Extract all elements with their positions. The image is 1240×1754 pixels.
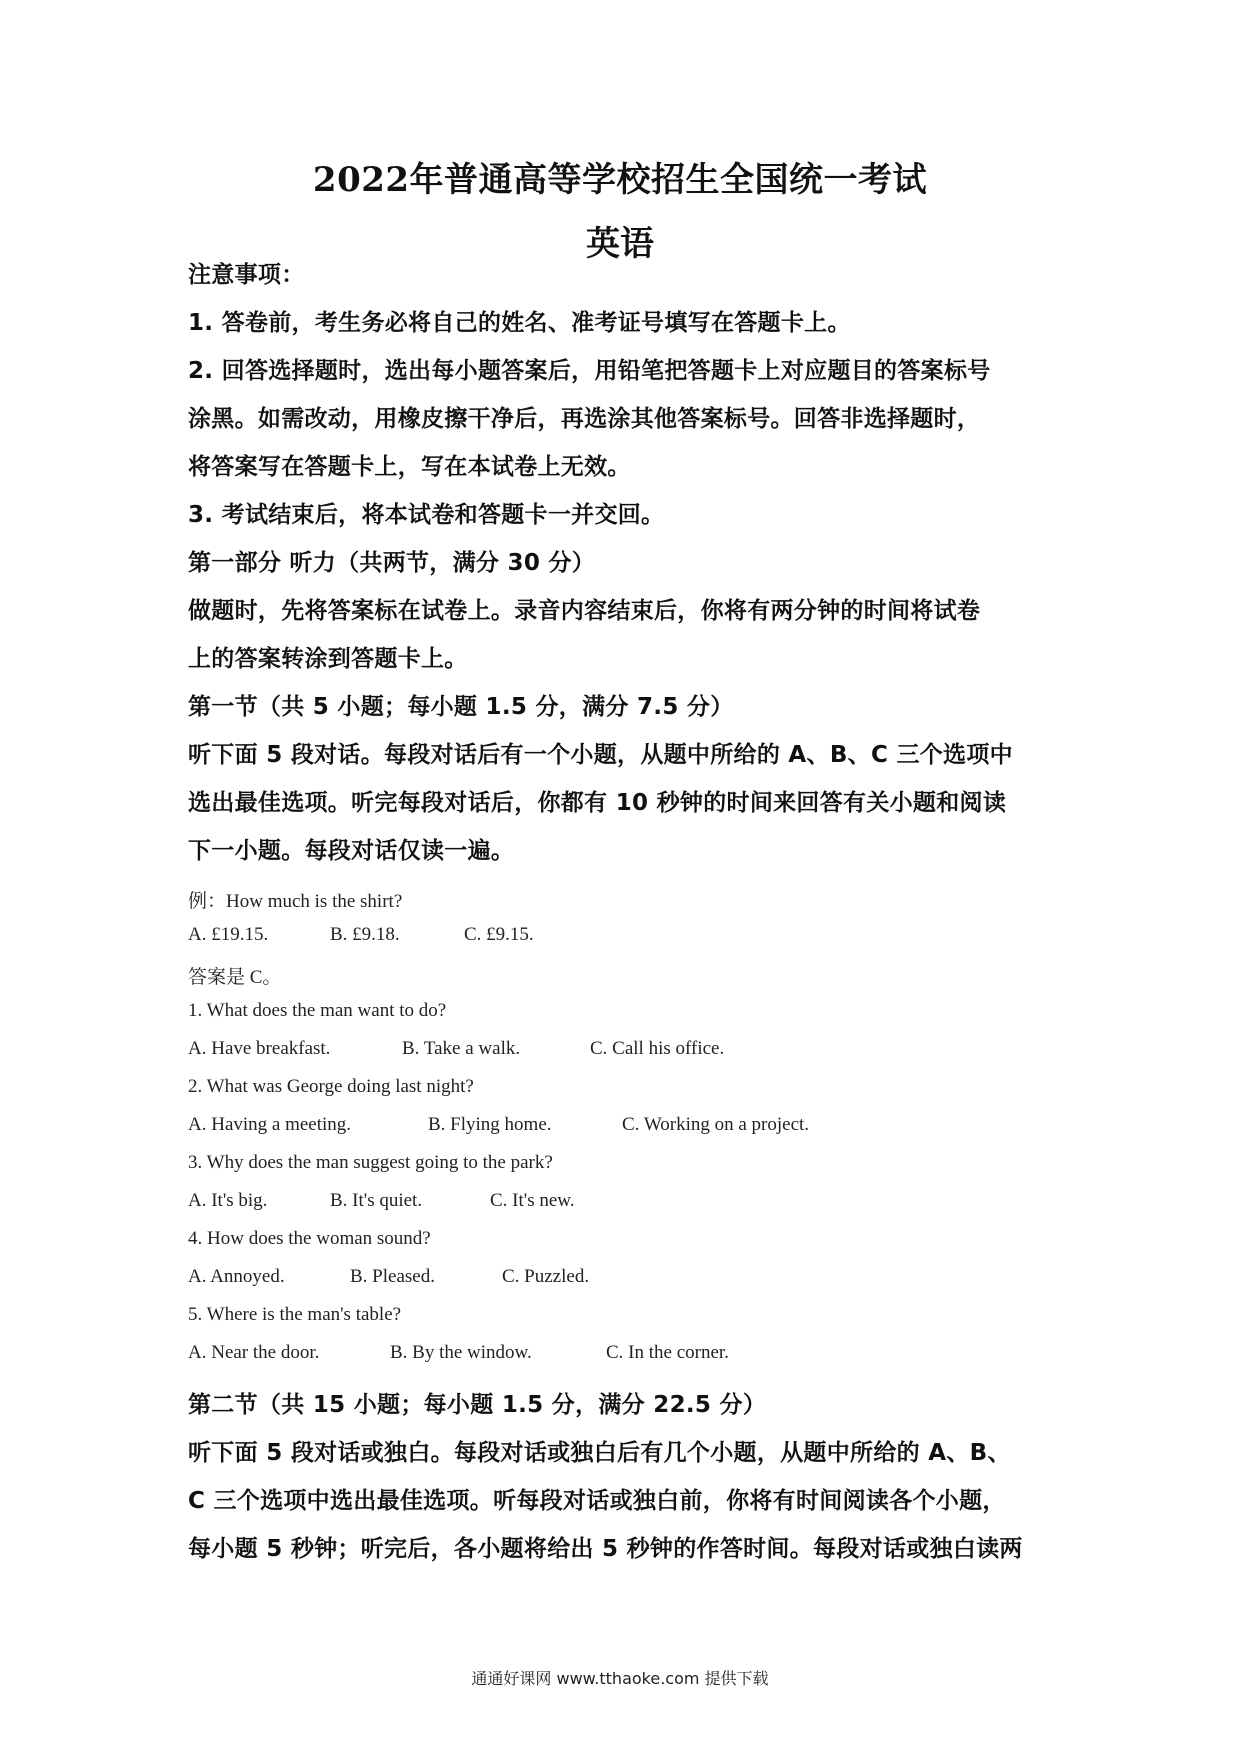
section2-instructions-line-3: 每小题 5 秒钟；听完后，各小题将给出 5 秒钟的作答时间。每段对话或独白读两 xyxy=(188,1536,1023,1562)
question-3-option-a: A. It's big. xyxy=(188,1190,268,1211)
question-1: 1. What does the man want to do? xyxy=(188,1000,447,1021)
note-item-2-line-2: 涂黑。如需改动，用橡皮擦干净后，再选涂其他答案标号。回答非选择题时， xyxy=(188,406,981,432)
question-3-option-c: C. It's new. xyxy=(490,1190,575,1211)
section2-heading: 第二节（共 15 小题；每小题 1.5 分，满分 22.5 分） xyxy=(188,1392,767,1418)
section2-instructions-line-1: 听下面 5 段对话或独白。每段对话或独白后有几个小题，从题中所给的 A、B、 xyxy=(188,1440,1011,1466)
section1-instructions-line-2: 选出最佳选项。听完每段对话后，你都有 10 秒钟的时间来回答有关小题和阅读 xyxy=(188,790,1007,816)
question-2-option-b: B. Flying home. xyxy=(428,1114,552,1135)
question-3-option-b: B. It's quiet. xyxy=(330,1190,423,1211)
section1-instructions-line-3: 下一小题。每段对话仅读一遍。 xyxy=(188,838,515,864)
question-5-option-a: A. Near the door. xyxy=(188,1342,320,1363)
section1-instructions-line-1: 听下面 5 段对话。每段对话后有一个小题，从题中所给的 A、B、C 三个选项中 xyxy=(188,742,1013,768)
subject-title: 英语 xyxy=(586,224,654,264)
note-item-2-line-3: 将答案写在答题卡上，写在本试卷上无效。 xyxy=(188,454,631,480)
question-2-option-c: C. Working on a project. xyxy=(622,1114,810,1135)
question-5-option-b: B. By the window. xyxy=(390,1342,532,1363)
note-item-1: 1. 答卷前，考生务必将自己的姓名、准考证号填写在答题卡上。 xyxy=(188,310,851,336)
question-4-option-c: C. Puzzled. xyxy=(502,1266,590,1287)
page-footer: 通通好课网 www.tthaoke.com 提供下载 xyxy=(471,1669,769,1688)
example-option-b: B. £9.18. xyxy=(330,924,400,945)
question-5-option-c: C. In the corner. xyxy=(606,1342,729,1363)
question-1-option-c: C. Call his office. xyxy=(590,1038,725,1059)
question-5: 5. Where is the man's table? xyxy=(188,1304,402,1325)
example-question: 例：How much is the shirt? xyxy=(188,891,403,912)
section2-instructions-line-2: C 三个选项中选出最佳选项。听每段对话或独白前，你将有时间阅读各个小题， xyxy=(188,1488,1006,1514)
notes-heading: 注意事项： xyxy=(188,262,305,288)
part1-heading: 第一部分 听力（共两节，满分 30 分） xyxy=(188,550,596,576)
note-item-2-line-1: 2. 回答选择题时，选出每小题答案后，用铅笔把答题卡上对应题目的答案标号 xyxy=(188,358,991,384)
question-4-option-a: A. Annoyed. xyxy=(188,1266,285,1287)
part1-instructions-line-2: 上的答案转涂到答题卡上。 xyxy=(188,646,468,672)
question-1-option-a: A. Have breakfast. xyxy=(188,1038,331,1059)
question-1-option-b: B. Take a walk. xyxy=(402,1038,521,1059)
question-4: 4. How does the woman sound? xyxy=(188,1228,431,1249)
example-answer: 答案是 C。 xyxy=(188,967,282,988)
example-option-a: A. £19.15. xyxy=(188,924,269,945)
question-4-option-b: B. Pleased. xyxy=(350,1266,435,1287)
example-option-c: C. £9.15. xyxy=(464,924,534,945)
note-item-3: 3. 考试结束后，将本试卷和答题卡一并交回。 xyxy=(188,502,665,528)
part1-instructions-line-1: 做题时，先将答案标在试卷上。录音内容结束后，你将有两分钟的时间将试卷 xyxy=(188,598,981,624)
exam-title: 2022年普通高等学校招生全国统一考试 xyxy=(312,160,928,200)
question-3: 3. Why does the man suggest going to the park? xyxy=(188,1152,553,1173)
question-2-option-a: A. Having a meeting. xyxy=(188,1114,352,1135)
section1-heading: 第一节（共 5 小题；每小题 1.5 分，满分 7.5 分） xyxy=(188,694,734,720)
question-2: 2. What was George doing last night? xyxy=(188,1076,474,1097)
